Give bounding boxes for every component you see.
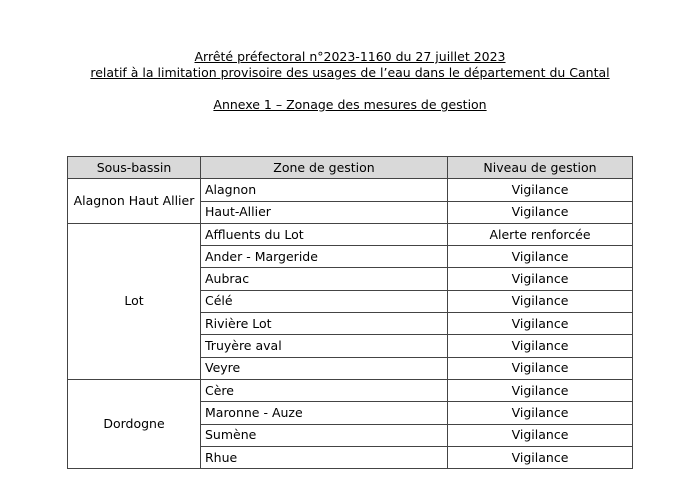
zone-cell: Veyre — [201, 357, 448, 379]
niveau-cell: Vigilance — [448, 402, 633, 424]
zone-cell: Aubrac — [201, 268, 448, 290]
zone-cell: Rhue — [201, 446, 448, 468]
sous-bassin-cell: Dordogne — [68, 379, 201, 468]
zone-cell: Truyère aval — [201, 335, 448, 357]
niveau-cell: Vigilance — [448, 335, 633, 357]
sous-bassin-cell: Alagnon Haut Allier — [68, 179, 201, 224]
zone-cell: Ander - Margeride — [201, 246, 448, 268]
zone-cell: Rivière Lot — [201, 313, 448, 335]
table-row — [68, 223, 633, 245]
zone-cell: Maronne - Auze — [201, 402, 448, 424]
table-row — [68, 179, 633, 201]
document-header — [0, 49, 700, 81]
zone-cell: Alagnon — [201, 179, 448, 201]
decree-title: Arrêté préfectoral n°2023-1160 du 27 juillet 2023 — [194, 49, 506, 64]
niveau-cell: Vigilance — [448, 313, 633, 335]
niveau-cell: Vigilance — [448, 357, 633, 379]
niveau-cell: Vigilance — [448, 446, 633, 468]
zone-cell: Cère — [201, 379, 448, 401]
niveau-cell: Vigilance — [448, 201, 633, 223]
niveau-cell: Vigilance — [448, 179, 633, 201]
header-niveau-gestion: Niveau de gestion — [448, 157, 633, 179]
niveau-cell: Vigilance — [448, 268, 633, 290]
header-sous-bassin: Sous-bassin — [68, 157, 201, 179]
zone-cell: Affluents du Lot — [201, 223, 448, 245]
table-row — [68, 379, 633, 401]
zoning-table — [67, 156, 633, 469]
decree-subtitle: relatif à la limitation provisoire des usages de l’eau dans le département du Cantal — [90, 65, 610, 80]
niveau-cell: Vigilance — [448, 424, 633, 446]
zone-cell: Célé — [201, 290, 448, 312]
sous-bassin-cell: Lot — [68, 223, 201, 379]
header-zone-gestion: Zone de gestion — [201, 157, 448, 179]
zone-cell: Haut-Allier — [201, 201, 448, 223]
annex-title: Annexe 1 – Zonage des mesures de gestion — [213, 97, 487, 112]
niveau-cell: Vigilance — [448, 246, 633, 268]
table-header-row — [68, 157, 633, 179]
niveau-cell: Vigilance — [448, 290, 633, 312]
niveau-cell: Vigilance — [448, 379, 633, 401]
zone-cell: Sumène — [201, 424, 448, 446]
niveau-cell: Alerte renforcée — [448, 223, 633, 245]
